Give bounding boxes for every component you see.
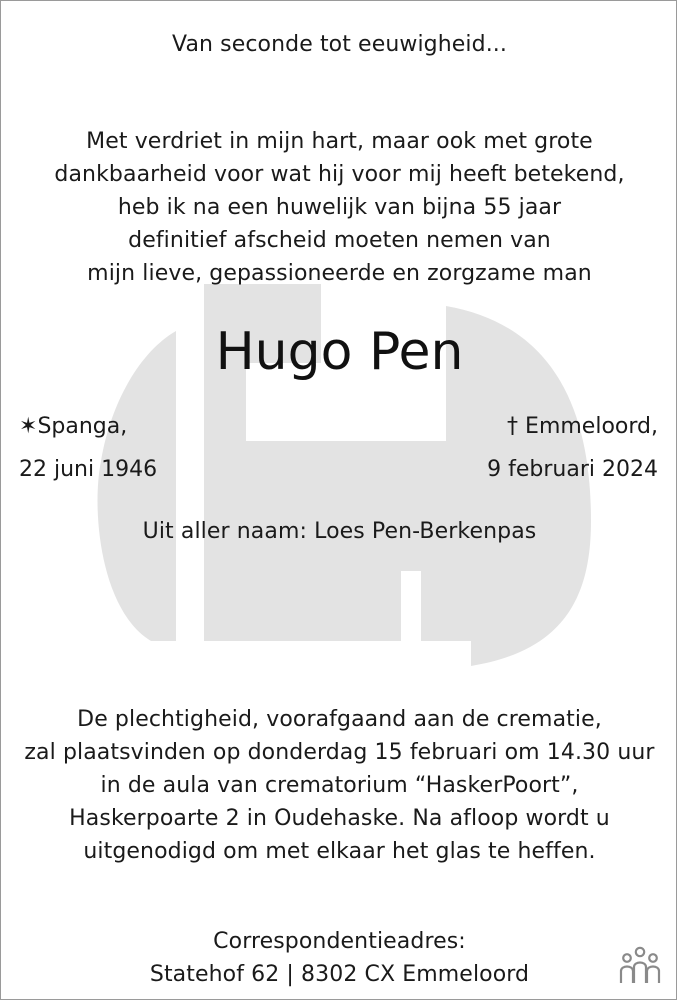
- death-place-line: [487, 405, 658, 448]
- correspondence: [1, 925, 677, 991]
- intro-paragraph: [1, 125, 677, 290]
- birth-place: Spanga,: [37, 414, 128, 439]
- intro-line: heb ik na een huwelijk van bijna 55 jaar: [117, 195, 562, 220]
- signed-by: [1, 515, 677, 548]
- intro-line: definitief afscheid moeten nemen van: [128, 228, 551, 253]
- correspondence-label: Correspondentieadres:: [213, 929, 466, 954]
- birth-star-icon: ✶: [19, 414, 38, 439]
- intro-line: mijn lieve, gepassioneerde en zorgzame man: [87, 261, 592, 286]
- intro-line: Met verdriet in mijn hart, maar ook met grote: [86, 129, 593, 154]
- birth-place-line: [19, 405, 157, 448]
- ceremony-line: uitgenodigd om met elkaar het glas te heffen.: [83, 839, 596, 864]
- ceremony-line: zal plaatsvinden op donderdag 15 februari om 14.30 uur: [24, 740, 655, 765]
- deceased-name: Hugo Pen: [215, 322, 464, 382]
- ceremony-paragraph: [1, 703, 677, 868]
- death-info: [487, 405, 658, 491]
- death-date: 9 februari 2024: [487, 457, 658, 482]
- death-cross-icon: †: [507, 414, 519, 439]
- people-group-logo-icon: [618, 945, 662, 985]
- death-place: Emmeloord,: [525, 414, 658, 439]
- motto: [1, 28, 677, 61]
- correspondence-address: Statehof 62 | 8302 CX Emmeloord: [149, 962, 530, 987]
- motto-text: Van seconde tot eeuwigheid...: [172, 32, 507, 57]
- ceremony-line: De plechtigheid, voorafgaand aan de crematie,: [77, 707, 602, 732]
- signed-by-text: Uit aller naam: Loes Pen-Berkenpas: [142, 519, 537, 544]
- birth-info: [19, 405, 157, 491]
- ceremony-line: in de aula van crematorium “HaskerPoort”,: [100, 773, 579, 798]
- birth-date: 22 juni 1946: [19, 457, 158, 482]
- ceremony-line: Haskerpoarte 2 in Oudehaske. Na afloop wordt u: [69, 806, 610, 831]
- intro-line: dankbaarheid voor wat hij voor mij heeft betekend,: [54, 162, 625, 187]
